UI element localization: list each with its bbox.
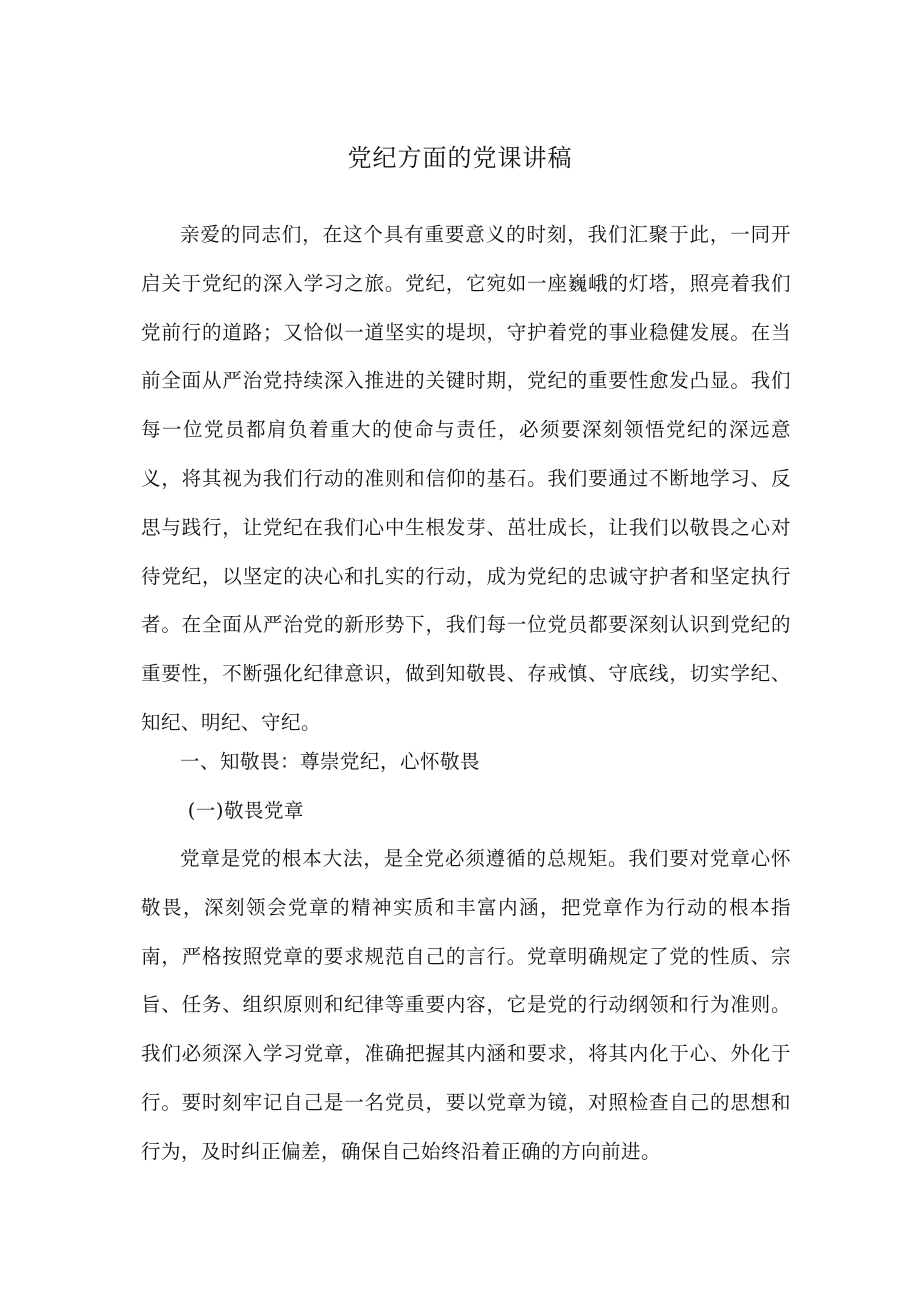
- subsection-paragraph: 党章是党的根本大法，是全党必须遵循的总规矩。我们要对党章心怀敬畏，深刻领会党章的精神实质和丰富内涵，把党章作为行动的根本指南，严格按照党章的要求规范自己的言行。党章明确规定了党的性质、宗旨、任务、组织原则和纪律等重要内容，它是党的行动纲领和行为准则。我们必须深入学习党章，准确把握其内涵和要求，将其内化于心、外化于行。要时刻牢记自己是一名党员，要以党章为镜，对照检查自己的思想和行为，及时纠正偏差，确保自己始终沿着正确的方向前进。: [141, 847, 791, 1163]
- section-heading: 一、知敬畏：尊崇党纪，心怀敬畏: [180, 750, 481, 773]
- subsection-heading: (一)敬畏党章: [187, 799, 305, 822]
- document-title: 党纪方面的党课讲稿: [347, 144, 573, 172]
- intro-paragraph: 亲爱的同志们，在这个具有重要意义的时刻，我们汇聚于此，一同开启关于党纪的深入学习之旅。党纪，它宛如一座巍峨的灯塔，照亮着我们党前行的道路；又恰似一道坚实的堤坝，守护着党的事业稳健发展。在当前全面从严治党持续深入推进的关键时期，党纪的重要性愈发凸显。我们每一位党员都肩负着重大的使命与责任，必须要深刻领悟党纪的深远意义，将其视为我们行动的准则和信仰的基石。我们要通过不断地学习、反思与践行，让党纪在我们心中生根发芽、茁壮成长，让我们以敬畏之心对待党纪，以坚定的决心和扎实的行动，成为党纪的忠诚守护者和坚定执行者。在全面从严治党的新形势下，我们每一位党员都要深刻认识到党纪的重要性，不断强化纪律意识，做到知敬畏、存戒慎、守底线，切实学纪、知纪、明纪、守纪。: [141, 223, 791, 734]
